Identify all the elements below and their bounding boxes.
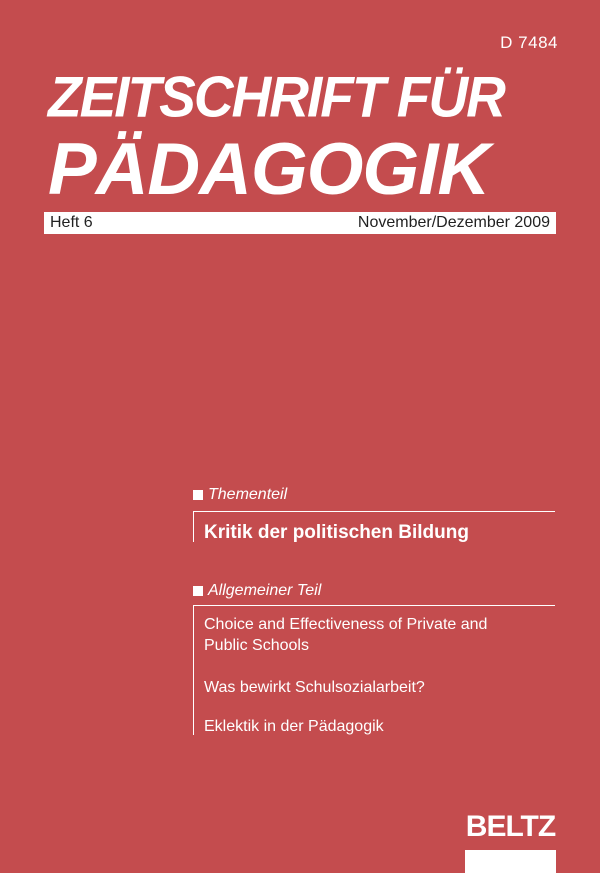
article-title: Eklektik in der Pädagogik — [204, 718, 384, 735]
bullet-square-icon — [193, 490, 203, 500]
issue-date: November/Dezember 2009 — [357, 214, 550, 231]
section-heading-allgemein — [193, 582, 321, 600]
issue-number: Heft 6 — [50, 214, 93, 231]
divider-line — [193, 511, 555, 512]
journal-title-line2: PÄDAGOGIK — [48, 129, 490, 210]
article-title: Choice and Effectiveness of Private and — [204, 616, 488, 633]
section-heading-thementeil — [193, 486, 287, 504]
publisher-logo: BELTZ — [465, 810, 556, 843]
journal-title-line1: ZEITSCHRIFT FÜR — [48, 63, 504, 129]
article-title: Public Schools — [204, 637, 309, 654]
section-heading-label: Thementeil — [208, 486, 288, 503]
article-title: Was bewirkt Schulsozialarbeit? — [204, 679, 425, 696]
publisher-logo-bar — [465, 850, 556, 873]
bullet-square-icon — [193, 586, 203, 596]
divider-vertical — [193, 511, 194, 542]
issue-bar — [44, 212, 556, 234]
journal-code: D 7484 — [500, 33, 558, 52]
divider-vertical — [193, 605, 194, 735]
section-heading-label: Allgemeiner Teil — [208, 582, 322, 599]
theme-topic: Kritik der politischen Bildung — [204, 522, 469, 543]
divider-line — [193, 605, 555, 606]
